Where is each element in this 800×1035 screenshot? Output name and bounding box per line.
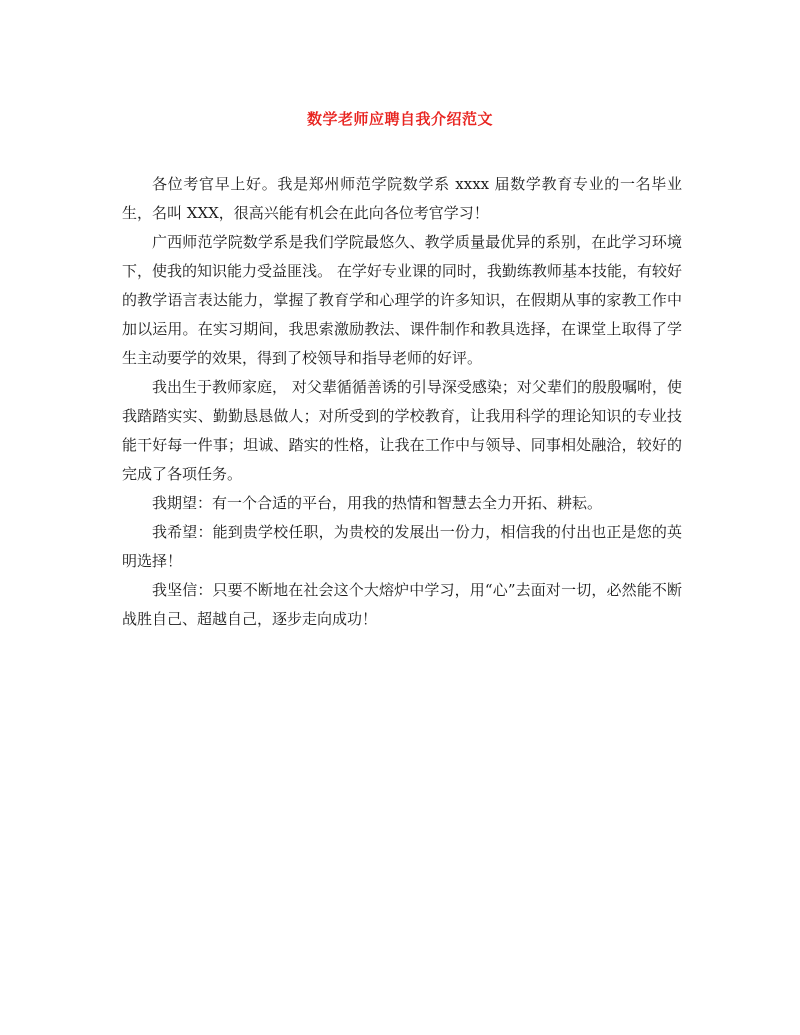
paragraph-family: 我出生于教师家庭， 对父辈循循善诱的引导深受感染；对父辈们的殷殷嘱咐，使我踏踏实实、勤勤恳恳做人；对所受到的学校教育，让我用科学的理论知识的专业技能干好每一件事；坦诚、踏实的性格，让我在工作中与领导、同事相处融洽，较好的完成了各项任务。 xyxy=(122,378,682,483)
paragraph-hope: 我希望：能到贵学校任职，为贵校的发展出一份力，相信我的付出也正是您的英明选择！ xyxy=(122,523,682,570)
paragraph-expectation: 我期望：有一个合适的平台，用我的热情和智慧去全力开拓、耕耘。 xyxy=(152,494,603,512)
paragraph-belief: 我坚信：只要不断地在社会这个大熔炉中学习，用“心”去面对一切，必然能不断战胜自己、超越自己，逐步走向成功！ xyxy=(122,581,682,628)
paragraph-greeting: 各位考官早上好。我是郑州师范学院数学系 xxxx 届数学教育专业的一名毕业生，名叫 XXX，很高兴能有机会在此向各位考官学习！ xyxy=(122,175,682,222)
document-body xyxy=(122,170,682,634)
paragraph-education: 广西师范学院数学系是我们学院最悠久、教学质量最优异的系别，在此学习环境下，使我的知识能力受益匪浅。 在学好专业课的同时，我勤练教师基本技能，有较好的教学语言表达能力，掌握了教育学和心理学的许多知识，在假期从事的家教工作中加以运用。在实习期间，我思索激励教法、课件制作和教具选择，在课堂上取得了学生主动要学的效果，得到了校领导和指导老师的好评。 xyxy=(122,233,682,367)
document-title: 数学老师应聘自我介绍范文 xyxy=(306,110,493,128)
